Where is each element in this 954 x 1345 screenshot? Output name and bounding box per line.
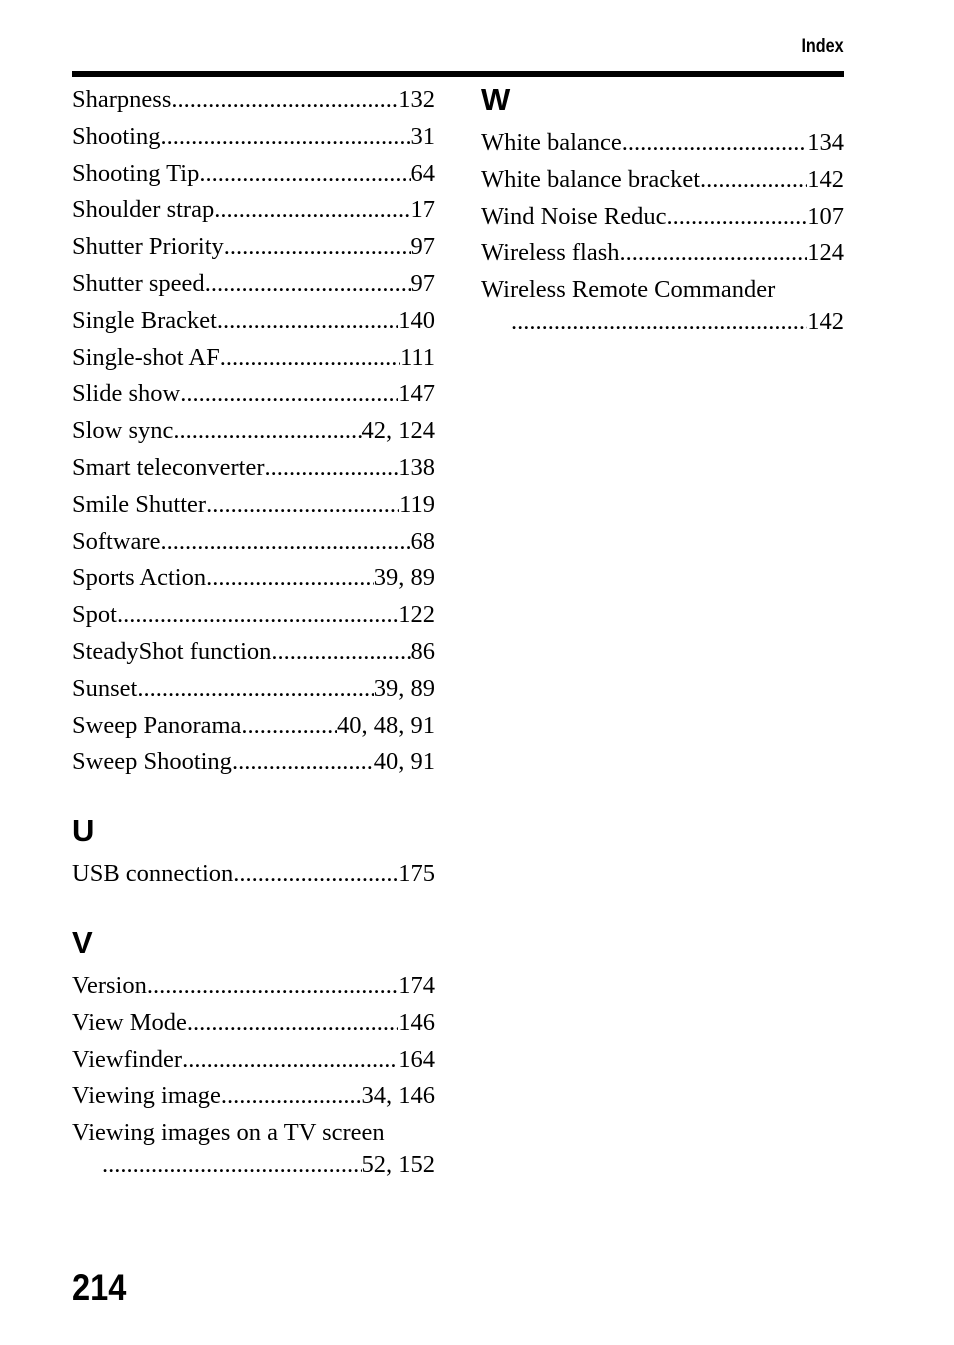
index-entry	[72, 708, 435, 745]
index-entry-term: Sweep Panorama	[72, 711, 242, 739]
index-entry	[72, 1078, 435, 1115]
page-number: 214	[72, 1267, 127, 1308]
index-entry-term: Single Bracket	[72, 306, 217, 334]
index-entry-leader	[161, 119, 411, 156]
index-entry	[72, 560, 435, 597]
index-entry-term: Wireless Remote Commander	[481, 276, 776, 304]
index-entry-pages: 138	[398, 453, 435, 481]
index-entry-pages: 40, 48, 91	[337, 711, 435, 739]
index-entry-pages: 122	[398, 601, 435, 629]
index-entry-pages: 132	[398, 86, 435, 113]
index-entry-leader	[271, 634, 410, 671]
index-entry-leader	[205, 266, 411, 303]
index-group-v	[72, 968, 435, 1115]
index-entry-term: Shutter Priority	[72, 233, 224, 261]
index-entry-term: Shooting	[72, 122, 161, 150]
index-entry-pages: 42, 124	[361, 417, 435, 445]
index-entry-term: SteadyShot function	[72, 637, 272, 665]
index-entry	[72, 597, 435, 634]
index-entry	[72, 266, 435, 303]
index-entry-pages: 64	[410, 159, 435, 187]
index-entry-term: Wind Noise Reduc.	[481, 202, 673, 230]
index-entry-leader	[511, 304, 807, 341]
index-entry-leader	[199, 156, 410, 193]
index-entry-term: Spot	[72, 601, 117, 629]
index-entry-leader	[224, 229, 411, 266]
index-entry-pages: 142	[807, 308, 844, 336]
index-entry	[72, 303, 435, 340]
index-entry-pages: 34, 146	[361, 1082, 435, 1110]
index-entry-leader	[206, 487, 399, 524]
index-entry	[72, 671, 435, 708]
index-entry-leader	[619, 235, 807, 272]
index-entry-leader	[217, 303, 398, 340]
index-entry-term: White balance	[481, 129, 622, 156]
index-entry-leader	[221, 1078, 362, 1115]
index-entry-term: Viewfinder	[72, 1045, 183, 1073]
index-entry-pages: 39, 89	[373, 564, 435, 592]
index-entry-leader	[147, 968, 398, 1005]
index-entry	[72, 634, 435, 671]
index-letter-w: W	[481, 82, 511, 117]
index-entry-pages: 119	[399, 490, 435, 518]
index-entry-pages: 147	[398, 380, 435, 408]
index-entry-pages: 175	[398, 860, 435, 888]
index-entry-term: Version	[72, 971, 147, 999]
index-entry	[481, 199, 844, 236]
index-entry	[481, 162, 844, 199]
index-entry-leader	[171, 82, 398, 119]
index-entry-leader	[117, 597, 398, 634]
index-entry-term: Sweep Shooting	[72, 748, 232, 776]
index-entry	[72, 1042, 435, 1079]
index-entry	[72, 968, 435, 1005]
index-entry	[72, 340, 435, 377]
index-entry-term: View Mode	[72, 1008, 187, 1036]
index-entry-pages: 97	[410, 269, 435, 297]
index-entry-pages: 164	[398, 1045, 435, 1073]
index-entry	[72, 229, 435, 266]
index-column-left	[72, 82, 435, 1184]
index-entry	[481, 125, 844, 162]
index-entry-term: Shoulder strap	[72, 196, 215, 224]
index-entry-term: Viewing image	[72, 1082, 221, 1110]
index-entry-term: Sports Action	[72, 564, 207, 592]
index-entry	[72, 156, 435, 193]
index-entry	[72, 744, 435, 781]
index-entry-leader	[187, 1005, 398, 1042]
index-entry-pages: 68	[410, 527, 435, 555]
index-entry	[72, 192, 435, 229]
index-column-right	[481, 82, 844, 341]
index-entry-leader	[241, 708, 337, 745]
index-entry	[72, 487, 435, 524]
index-entry	[72, 1005, 435, 1042]
index-entry-pages: 107	[807, 202, 844, 230]
index-entry-leader	[102, 1147, 362, 1184]
index-entry	[72, 856, 435, 893]
index-entry-leader	[137, 671, 373, 708]
index-entry-pages: 31	[410, 122, 435, 150]
index-entry-leader	[673, 199, 808, 236]
running-header: Index	[801, 36, 844, 57]
index-entry	[481, 235, 844, 272]
index-entry-pages: 17	[410, 196, 435, 224]
index-entry-leader	[206, 560, 374, 597]
index-entry-leader	[700, 162, 807, 199]
index-entry-multiline	[72, 1115, 435, 1184]
index-entry-leader	[232, 744, 374, 781]
index-entry-leader	[220, 340, 400, 377]
index-entry-pages: 52, 152	[361, 1151, 435, 1179]
index-entry-term: Slide show	[72, 380, 181, 408]
index-entry	[72, 413, 435, 450]
index-group-w	[481, 125, 844, 272]
index-entry-leader	[214, 192, 410, 229]
index-entry-term: Single-shot AF	[72, 343, 220, 371]
index-entry-term: Slow sync	[72, 417, 174, 445]
index-entry-term: Shooting Tip	[72, 159, 200, 187]
index-entry-term: Sunset	[72, 674, 138, 702]
index-group-s	[72, 82, 435, 781]
index-entry-term: Shutter speed	[72, 269, 205, 297]
index-entry	[72, 524, 435, 561]
index-entry-pages: 146	[398, 1008, 435, 1036]
index-entry-term: White balance bracket	[481, 165, 701, 193]
index-entry-pages: 134	[807, 129, 844, 156]
index-entry-leader	[180, 376, 398, 413]
index-entry-term: Smart teleconverter	[72, 453, 265, 481]
index-letter-v: V	[72, 924, 93, 960]
index-entry-pages: 39, 89	[373, 674, 435, 702]
index-entry-term: Wireless flash	[481, 239, 620, 267]
index-entry-pages: 97	[410, 233, 435, 261]
index-entry-pages: 111	[400, 343, 435, 371]
index-group-u	[72, 856, 435, 893]
index-entry-pages: 40, 91	[373, 748, 435, 776]
index-entry-term: Smile Shutter	[72, 490, 207, 518]
index-entry-pages: 140	[398, 306, 435, 334]
index-entry-pages: 86	[410, 637, 435, 665]
index-letter-u: U	[72, 813, 95, 849]
index-entry	[72, 450, 435, 487]
index-entry	[72, 376, 435, 413]
index-entry-term: Viewing images on a TV screen	[72, 1119, 385, 1147]
index-entry-multiline	[481, 272, 844, 341]
index-entry-term: Sharpness	[72, 86, 172, 113]
index-entry	[72, 119, 435, 156]
header-rule	[72, 71, 844, 77]
index-entry-pages: 174	[398, 971, 435, 999]
index-entry-pages: 142	[807, 165, 844, 193]
index-entry-term: Software	[72, 527, 161, 555]
index-entry	[72, 82, 435, 119]
index-entry-leader	[233, 856, 398, 893]
index-entry-leader	[622, 125, 807, 162]
index-entry-leader	[265, 450, 399, 487]
index-entry-leader	[160, 524, 410, 561]
index-entry-term: USB connection	[72, 860, 234, 888]
index-entry-leader	[182, 1042, 398, 1079]
index-entry-pages: 124	[807, 239, 844, 267]
index-entry-leader	[173, 413, 361, 450]
